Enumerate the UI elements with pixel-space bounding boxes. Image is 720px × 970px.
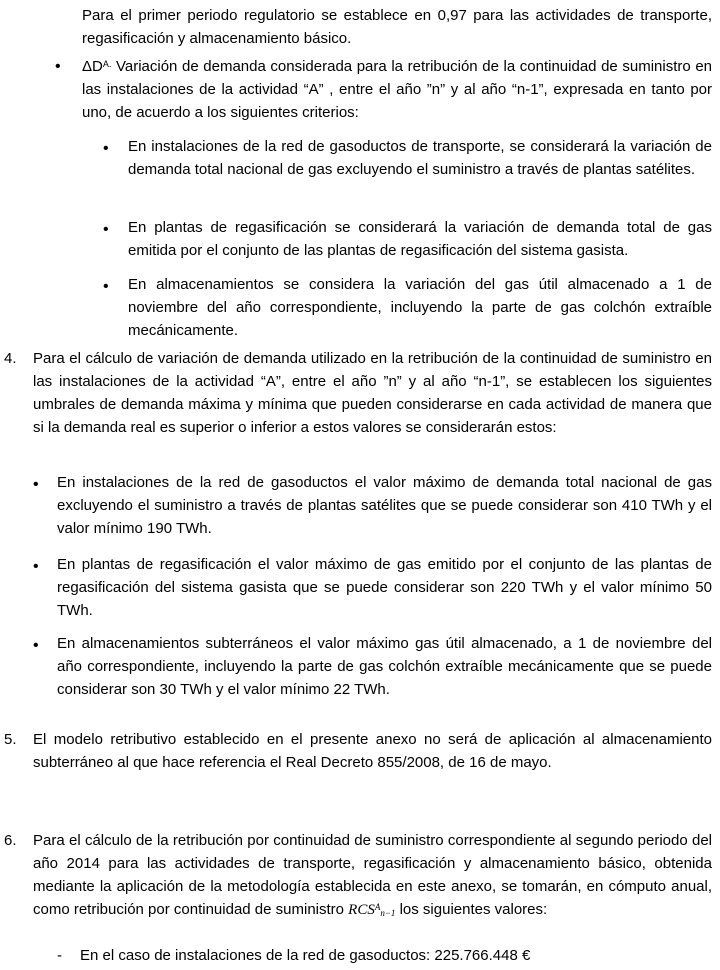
item-6-text-before: Para el cálculo de la retribución por continuidad de suministro correspondiente al segundo periodo del año 2014 para las actividades de transporte, regasificación y almacenamiento básico, obtenida mediante la aplicación de la metodología establecida en este anexo, se tomarán, en cómputo anual, como retribución por continuidad de suministro [33, 832, 712, 918]
bullet-criterion-3: • [103, 278, 109, 295]
criterion-storage: En almacenamientos se considera la variación del gas útil almacenado a 1 de noviembre del año correspondiente, incluyendo la parte de gas colchón extraíble mecánicamente. [128, 276, 712, 339]
threshold-pipelines: En instalaciones de la red de gasoductos el valor máximo de demanda total nacional de gas excluyendo el suministro a través de plantas satélites que se puede considerar son 410 TWh y el valor mínimo 190 TWh. [57, 474, 712, 537]
delta-symbol: ΔD [82, 58, 103, 75]
item-5-paragraph: El modelo retributivo establecido en el presente anexo no será de aplicación al almacenamiento subterráneo al que hace referencia el Real Decreto 855/2008, de 16 de mayo. [33, 731, 712, 771]
bullet-threshold-2: • [33, 558, 39, 575]
delta-demand-paragraph [82, 55, 712, 124]
rcs-formula: $RCS^A_{n-1}$ [348, 902, 396, 918]
bullet-delta: • [55, 58, 61, 75]
criterion-transport: En instalaciones de la red de gasoductos de transporte, se considerará la variación de demanda total nacional de gas excluyendo el suministro a través de plantas satélites. [128, 138, 712, 178]
bullet-threshold-3: • [33, 637, 39, 654]
intro-paragraph: Para el primer periodo regulatorio se establece en 0,97 para las actividades de transporte, regasificación y almacenamiento básico. [82, 7, 712, 47]
bullet-threshold-1: • [33, 476, 39, 493]
item-4-paragraph: Para el cálculo de variación de demanda utilizado en la retribución de la continuidad de suministro en las instalaciones de la actividad “A”, entre el año ”n” y al año “n-1”, se establecen los siguientes umbrales de demanda máxima y mínima que pueden considerarse en cada actividad de manera que si la demanda real es superior o inferior a estos valores se considerarán estos: [33, 350, 712, 436]
threshold-regasification: En plantas de regasificación el valor máximo de gas emitido por el conjunto de las plantas de regasificación del sistema gasista que se puede considerar son 220 TWh y el valor mínimo 50 TWh. [57, 556, 712, 619]
criterion-regasification: En plantas de regasificación se considerará la variación de demanda total de gas emitida por el conjunto de las plantas de regasificación del sistema gasista. [128, 219, 712, 259]
item-number-5: 5. [4, 731, 17, 748]
bullet-criterion-1: • [103, 140, 109, 157]
dash-marker: - [57, 947, 62, 964]
item-number-6: 6. [4, 832, 17, 849]
bullet-criterion-2: • [103, 221, 109, 238]
item-number-4: 4. [4, 350, 17, 367]
item-6-text-after: los siguientes valores: [395, 901, 548, 918]
delta-text: Variación de demanda considerada para la retribución de la continuidad de suministro en las instalaciones de la actividad “A” , entre el año ”n” y al año “n-1”, expresada en tanto por uno, de acuerdo a los siguientes criterios: [82, 58, 712, 121]
dash-item-pipelines: En el caso de instalaciones de la red de gasoductos: 225.766.448 € [80, 947, 531, 964]
item-6-paragraph [33, 829, 712, 922]
threshold-storage: En almacenamientos subterráneos el valor máximo gas útil almacenado, a 1 de noviembre del año correspondiente, incluyendo la parte de gas colchón extraíble mecánicamente que se puede considerar son 30 TWh y el valor mínimo 22 TWh. [57, 635, 712, 698]
delta-superscript: A. [102, 59, 112, 69]
